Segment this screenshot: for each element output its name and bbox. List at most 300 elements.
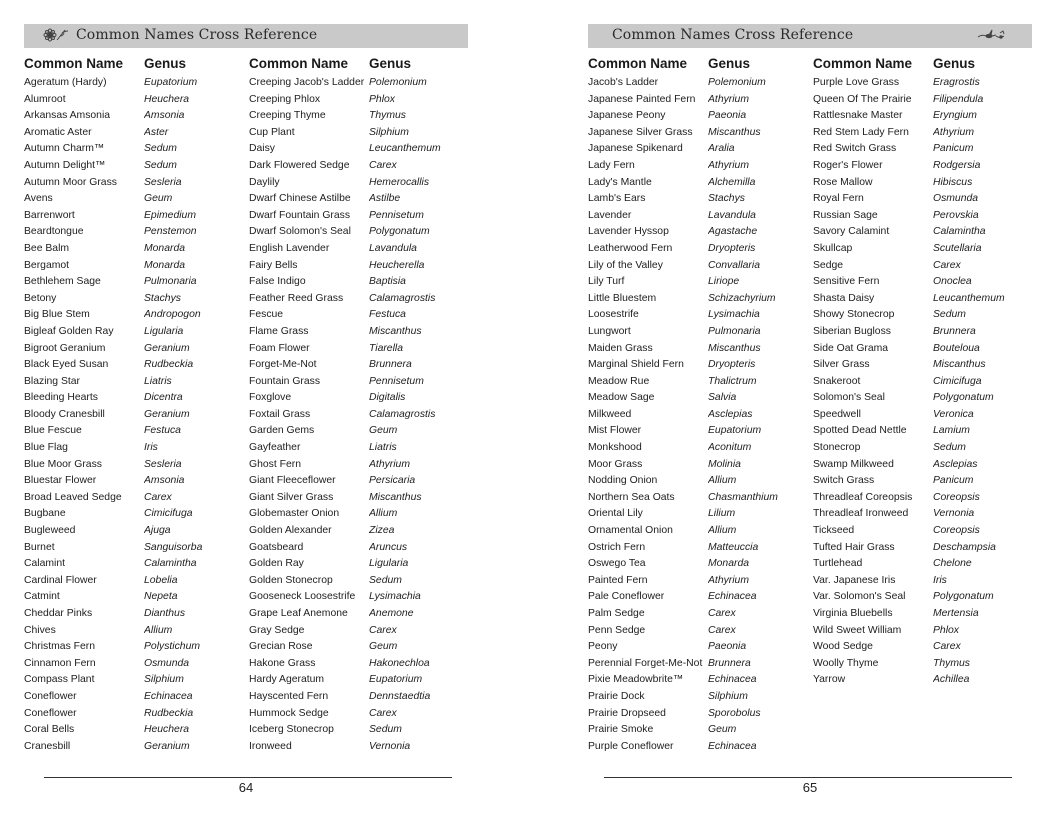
table-row: [588, 176, 808, 193]
page-65: [528, 0, 1056, 816]
table-row: [588, 242, 808, 259]
table-row: [24, 707, 244, 724]
genus-cell: Persicaria: [369, 475, 416, 487]
table-row: [588, 491, 808, 508]
table-row: [24, 176, 244, 193]
genus-cell: Hemerocallis: [369, 176, 430, 188]
common-name-cell: Milkweed: [588, 408, 632, 420]
common-name-cell: Threadleaf Ironweed: [813, 508, 909, 520]
genus-cell: Cimicifuga: [144, 508, 193, 520]
table-row: [249, 607, 469, 624]
table-row: [588, 325, 808, 342]
common-name-cell: False Indigo: [249, 276, 306, 288]
common-name-cell: Blue Flag: [24, 442, 68, 454]
table-row: [813, 93, 1033, 110]
table-row: [24, 159, 244, 176]
genus-cell: Eupatorium: [369, 674, 423, 686]
genus-cell: Heuchera: [144, 93, 190, 105]
common-name-cell: Burnet: [24, 541, 55, 553]
genus-cell: Scutellaria: [933, 242, 982, 254]
genus-cell: Allium: [369, 508, 398, 520]
genus-cell: Miscanthus: [369, 325, 422, 337]
genus-cell: Athyrium: [708, 574, 749, 586]
common-name-cell: Blue Fescue: [24, 425, 82, 437]
cross-reference-column: [24, 56, 244, 756]
genus-cell: Hibiscus: [933, 176, 973, 188]
table-row: [24, 142, 244, 159]
genus-cell: Thymus: [933, 657, 970, 669]
header-bar: [588, 24, 1032, 48]
common-name-cell: Penn Sedge: [588, 624, 646, 636]
genus-cell: Geranium: [144, 342, 190, 354]
genus-cell: Allium: [144, 624, 173, 636]
genus-cell: Aralia: [708, 143, 735, 155]
common-name-cell: Purple Love Grass: [813, 77, 900, 88]
genus-cell: Iris: [144, 442, 158, 454]
common-name-cell: Switch Grass: [813, 475, 875, 487]
table-row: [813, 624, 1033, 641]
table-row: [813, 375, 1033, 392]
common-name-cell: Silver Grass: [813, 359, 870, 371]
common-name-cell: Little Bluestem: [588, 292, 657, 304]
genus-cell: Asclepias: [708, 408, 753, 420]
genus-cell: Molinia: [708, 458, 741, 470]
table-row: [249, 375, 469, 392]
table-row: [249, 507, 469, 524]
table-row: [813, 209, 1033, 226]
genus-cell: Athyrium: [708, 159, 749, 171]
common-name-cell: Roger's Flower: [813, 159, 883, 171]
genus-cell: Sesleria: [144, 458, 182, 470]
common-name-cell: Leatherwood Fern: [588, 242, 673, 254]
genus-cell: Matteuccia: [708, 541, 759, 553]
table-row: [588, 192, 808, 209]
genus-cell: Carex: [369, 707, 397, 719]
genus-cell: Allium: [708, 475, 737, 487]
genus-cell: Lysimachia: [369, 591, 421, 603]
table-row: [588, 707, 808, 724]
genus-cell: Onoclea: [933, 276, 972, 288]
genus-cell: Polemonium: [708, 77, 766, 88]
common-name-cell: Lady Fern: [588, 159, 635, 171]
common-name-cell: Mist Flower: [588, 425, 642, 437]
common-name-cell: Betony: [24, 292, 57, 304]
table-row: [588, 458, 808, 475]
entry-list: [24, 76, 244, 756]
common-name-cell: Jacob's Ladder: [588, 77, 659, 88]
table-row: [24, 458, 244, 475]
common-name-cell: Lamb's Ears: [588, 193, 646, 205]
genus-cell: Lysimachia: [708, 309, 760, 321]
common-name-cell: Lily Turf: [588, 276, 625, 288]
common-name-cell: Giant Silver Grass: [249, 491, 334, 503]
genus-cell: Miscanthus: [369, 491, 422, 503]
table-row: [813, 225, 1033, 242]
table-row: [24, 590, 244, 607]
table-row: [813, 126, 1033, 143]
common-name-header: Common Name: [588, 56, 688, 71]
common-name-cell: Calamint: [24, 558, 65, 570]
table-row: [249, 673, 469, 690]
genus-cell: Silphium: [708, 690, 748, 702]
table-row: [249, 441, 469, 458]
common-name-cell: Bethlehem Sage: [24, 276, 101, 288]
genus-cell: Geum: [369, 641, 398, 653]
genus-cell: Lavandula: [708, 209, 756, 221]
genus-header: Genus: [708, 56, 751, 71]
common-name-cell: Arkansas Amsonia: [24, 110, 111, 122]
common-name-cell: Bergamot: [24, 259, 70, 271]
genus-cell: Amsonia: [144, 110, 185, 122]
common-name-cell: Globemaster Onion: [249, 508, 340, 520]
table-row: [24, 640, 244, 657]
genus-cell: Athyrium: [933, 126, 974, 138]
table-row: [588, 209, 808, 226]
common-name-cell: Cranesbill: [24, 740, 71, 752]
genus-cell: Iris: [933, 574, 947, 586]
common-name-cell: English Lavender: [249, 242, 330, 254]
table-row: [24, 524, 244, 541]
table-row: [249, 408, 469, 425]
common-name-cell: Cup Plant: [249, 126, 295, 138]
table-row: [249, 723, 469, 740]
common-name-cell: Grape Leaf Anemone: [249, 608, 348, 619]
genus-cell: Lavandula: [369, 242, 417, 254]
genus-cell: Eragrostis: [933, 77, 980, 88]
table-row: [813, 491, 1033, 508]
common-name-cell: Golden Stonecrop: [249, 574, 333, 586]
genus-cell: Pennisetum: [369, 209, 424, 221]
common-name-cell: Bigleaf Golden Ray: [24, 325, 114, 337]
genus-cell: Rodgersia: [933, 159, 981, 171]
table-row: [24, 375, 244, 392]
header-title: Common Names Cross Reference: [76, 27, 318, 43]
common-name-cell: Barrenwort: [24, 209, 75, 221]
common-name-cell: Beardtongue: [24, 226, 84, 238]
table-row: [813, 109, 1033, 126]
common-name-cell: Russian Sage: [813, 209, 878, 221]
genus-cell: Panicum: [933, 143, 974, 155]
table-row: [588, 541, 808, 558]
table-row: [24, 408, 244, 425]
genus-cell: Zizea: [369, 525, 395, 537]
table-row: [813, 159, 1033, 176]
common-name-cell: Royal Fern: [813, 193, 864, 205]
common-name-cell: Oswego Tea: [588, 558, 646, 570]
common-name-cell: Oriental Lily: [588, 508, 643, 520]
table-row: [24, 275, 244, 292]
common-name-cell: Fescue: [249, 309, 284, 321]
genus-cell: Sedum: [144, 143, 177, 155]
genus-cell: Miscanthus: [708, 342, 761, 354]
genus-cell: Calamintha: [144, 558, 197, 570]
common-name-cell: Ghost Fern: [249, 458, 301, 470]
genus-cell: Echinacea: [708, 591, 757, 603]
common-name-cell: Iceberg Stonecrop: [249, 724, 334, 736]
genus-cell: Eupatorium: [708, 425, 762, 437]
genus-cell: Liatris: [369, 442, 397, 454]
table-row: [813, 524, 1033, 541]
table-row: [24, 292, 244, 309]
table-row: [24, 441, 244, 458]
common-name-cell: Cinnamon Fern: [24, 657, 96, 669]
genus-cell: Nepeta: [144, 591, 178, 603]
genus-cell: Dicentra: [144, 392, 183, 404]
common-name-cell: Rattlesnake Master: [813, 110, 903, 122]
common-name-cell: Fairy Bells: [249, 259, 298, 271]
genus-cell: Deschampsia: [933, 541, 996, 553]
common-name-cell: Stonecrop: [813, 442, 861, 454]
genus-cell: Calamintha: [933, 226, 986, 238]
genus-cell: Phlox: [933, 624, 959, 636]
common-name-cell: Gray Sedge: [249, 624, 305, 636]
genus-header: Genus: [933, 56, 976, 71]
common-name-cell: Peony: [588, 641, 618, 653]
genus-cell: Thymus: [369, 110, 406, 122]
genus-cell: Rudbeckia: [144, 707, 194, 719]
genus-cell: Sedum: [369, 724, 402, 736]
table-row: [588, 358, 808, 375]
common-name-cell: Perennial Forget-Me-Not: [588, 657, 703, 669]
table-row: [588, 375, 808, 392]
genus-cell: Ajuga: [144, 525, 171, 537]
table-row: [813, 590, 1033, 607]
header-title: Common Names Cross Reference: [612, 27, 854, 43]
table-row: [588, 408, 808, 425]
genus-cell: Dianthus: [144, 608, 186, 619]
table-row: [813, 76, 1033, 93]
genus-cell: Coreopsis: [933, 525, 980, 537]
common-name-cell: Marginal Shield Fern: [588, 359, 684, 371]
common-name-cell: Broad Leaved Sedge: [24, 491, 122, 503]
genus-cell: Silphium: [369, 126, 409, 138]
common-name-cell: Autumn Delight™: [24, 159, 106, 171]
table-row: [249, 109, 469, 126]
genus-cell: Brunnera: [933, 325, 976, 337]
genus-cell: Brunnera: [369, 359, 412, 371]
genus-cell: Polygonatum: [369, 226, 430, 238]
table-row: [588, 673, 808, 690]
table-row: [588, 590, 808, 607]
table-row: [249, 657, 469, 674]
table-row: [24, 308, 244, 325]
genus-cell: Osmunda: [144, 657, 190, 669]
common-name-cell: Red Switch Grass: [813, 143, 897, 155]
table-row: [588, 259, 808, 276]
table-row: [249, 358, 469, 375]
common-name-cell: Loosestrife: [588, 309, 639, 321]
common-name-cell: Dwarf Solomon's Seal: [249, 226, 351, 238]
genus-cell: Echinacea: [708, 674, 757, 686]
table-row: [813, 358, 1033, 375]
genus-cell: Rudbeckia: [144, 359, 194, 371]
table-row: [813, 308, 1033, 325]
genus-cell: Coreopsis: [933, 491, 980, 503]
common-name-cell: Bigroot Geranium: [24, 342, 106, 354]
genus-cell: Agastache: [708, 226, 758, 238]
entry-list: [249, 76, 469, 756]
genus-cell: Digitalis: [369, 392, 406, 404]
common-name-cell: Golden Ray: [249, 558, 304, 570]
table-row: [24, 657, 244, 674]
table-row: [249, 690, 469, 707]
common-name-cell: Pale Coneflower: [588, 591, 665, 603]
table-row: [24, 259, 244, 276]
table-row: [24, 76, 244, 93]
common-name-cell: Woolly Thyme: [813, 657, 879, 669]
genus-cell: Carex: [708, 608, 736, 619]
genus-cell: Amsonia: [144, 475, 185, 487]
common-name-header: Common Name: [249, 56, 349, 71]
cross-reference-column: [588, 56, 808, 756]
common-name-cell: Hardy Ageratum: [249, 674, 325, 686]
common-name-cell: Queen Of The Prairie: [813, 93, 912, 105]
common-name-cell: Compass Plant: [24, 674, 95, 686]
page-number: 65: [802, 780, 818, 795]
table-row: [249, 707, 469, 724]
table-row: [24, 325, 244, 342]
table-row: [588, 657, 808, 674]
common-name-cell: Chives: [24, 624, 56, 636]
table-row: [24, 491, 244, 508]
common-name-cell: Rose Mallow: [813, 176, 873, 188]
entry-list: [588, 76, 808, 756]
table-row: [588, 142, 808, 159]
common-name-cell: Giant Fleeceflower: [249, 475, 336, 487]
table-row: [24, 574, 244, 591]
genus-cell: Anemone: [369, 608, 414, 619]
table-row: [249, 242, 469, 259]
genus-cell: Leucanthemum: [369, 143, 441, 155]
genus-cell: Carex: [708, 624, 736, 636]
common-name-cell: Painted Fern: [588, 574, 648, 586]
common-name-cell: Creeping Thyme: [249, 110, 326, 122]
table-row: [24, 474, 244, 491]
flower-vine-icon: [43, 27, 71, 48]
table-row: [588, 308, 808, 325]
common-name-cell: Dwarf Fountain Grass: [249, 209, 351, 221]
common-name-cell: Japanese Silver Grass: [588, 126, 693, 138]
common-name-cell: Tickseed: [813, 525, 855, 537]
table-row: [588, 275, 808, 292]
table-row: [24, 126, 244, 143]
table-row: [813, 342, 1033, 359]
common-name-cell: Creeping Phlox: [249, 93, 321, 105]
common-name-cell: Big Blue Stem: [24, 309, 90, 321]
common-name-cell: Sedge: [813, 259, 844, 271]
genus-cell: Bouteloua: [933, 342, 980, 354]
genus-cell: Miscanthus: [933, 359, 986, 371]
common-name-cell: Lungwort: [588, 325, 631, 337]
table-row: [249, 176, 469, 193]
table-row: [249, 308, 469, 325]
table-row: [813, 673, 1033, 690]
common-name-cell: Lily of the Valley: [588, 259, 663, 271]
table-row: [813, 275, 1033, 292]
table-row: [24, 723, 244, 740]
genus-cell: Echinacea: [708, 740, 757, 752]
table-row: [249, 524, 469, 541]
genus-header: Genus: [369, 56, 412, 71]
common-name-cell: Hayscented Fern: [249, 690, 329, 702]
table-row: [24, 673, 244, 690]
common-name-cell: Alumroot: [24, 93, 66, 105]
common-name-cell: Autumn Charm™: [24, 143, 105, 155]
table-row: [24, 607, 244, 624]
table-row: [249, 474, 469, 491]
common-name-cell: Dark Flowered Sedge: [249, 159, 350, 171]
table-row: [588, 342, 808, 359]
common-name-header: Common Name: [813, 56, 913, 71]
table-row: [249, 126, 469, 143]
table-row: [813, 142, 1033, 159]
table-row: [813, 176, 1033, 193]
table-row: [588, 424, 808, 441]
common-name-cell: Ornamental Onion: [588, 525, 673, 537]
table-row: [249, 574, 469, 591]
table-row: [813, 574, 1033, 591]
table-row: [249, 93, 469, 110]
table-row: [588, 441, 808, 458]
column-header: [249, 56, 469, 76]
common-name-cell: Red Stem Lady Fern: [813, 126, 909, 138]
genus-cell: Polygonatum: [933, 392, 994, 404]
table-row: [24, 557, 244, 574]
table-row: [249, 740, 469, 757]
common-name-cell: Snakeroot: [813, 375, 861, 387]
hummingbird-icon: [976, 27, 1008, 48]
table-row: [24, 93, 244, 110]
common-name-cell: Pixie Meadowbrite™: [588, 674, 684, 686]
common-name-cell: Blazing Star: [24, 375, 81, 387]
table-row: [249, 557, 469, 574]
header-bar: [24, 24, 468, 48]
genus-cell: Polystichum: [144, 641, 201, 653]
genus-cell: Stachys: [144, 292, 181, 304]
common-name-cell: Var. Solomon's Seal: [813, 591, 906, 603]
genus-cell: Monarda: [144, 259, 186, 271]
common-name-cell: Showy Stonecrop: [813, 309, 895, 321]
table-row: [588, 76, 808, 93]
table-row: [249, 76, 469, 93]
genus-cell: Panicum: [933, 475, 974, 487]
genus-cell: Echinacea: [144, 690, 193, 702]
common-name-cell: Nodding Onion: [588, 475, 658, 487]
table-row: [813, 259, 1033, 276]
genus-cell: Mertensia: [933, 608, 979, 619]
common-name-cell: Siberian Bugloss: [813, 325, 891, 337]
genus-cell: Andropogon: [144, 309, 201, 321]
table-row: [24, 391, 244, 408]
genus-cell: Sedum: [933, 442, 966, 454]
common-name-cell: Tufted Hair Grass: [813, 541, 895, 553]
genus-cell: Liriope: [708, 276, 740, 288]
genus-cell: Pulmonaria: [708, 325, 761, 337]
table-row: [813, 424, 1033, 441]
entry-list: [813, 76, 1033, 690]
common-name-cell: Lavender Hyssop: [588, 226, 669, 238]
genus-cell: Lilium: [708, 508, 736, 520]
common-name-cell: Speedwell: [813, 408, 861, 420]
table-row: [24, 192, 244, 209]
common-name-cell: Daylily: [249, 176, 280, 188]
table-row: [24, 507, 244, 524]
column-header: [24, 56, 244, 76]
genus-cell: Festuca: [369, 309, 406, 321]
table-row: [249, 342, 469, 359]
footer-divider: [44, 777, 452, 778]
common-name-cell: Meadow Sage: [588, 392, 655, 404]
